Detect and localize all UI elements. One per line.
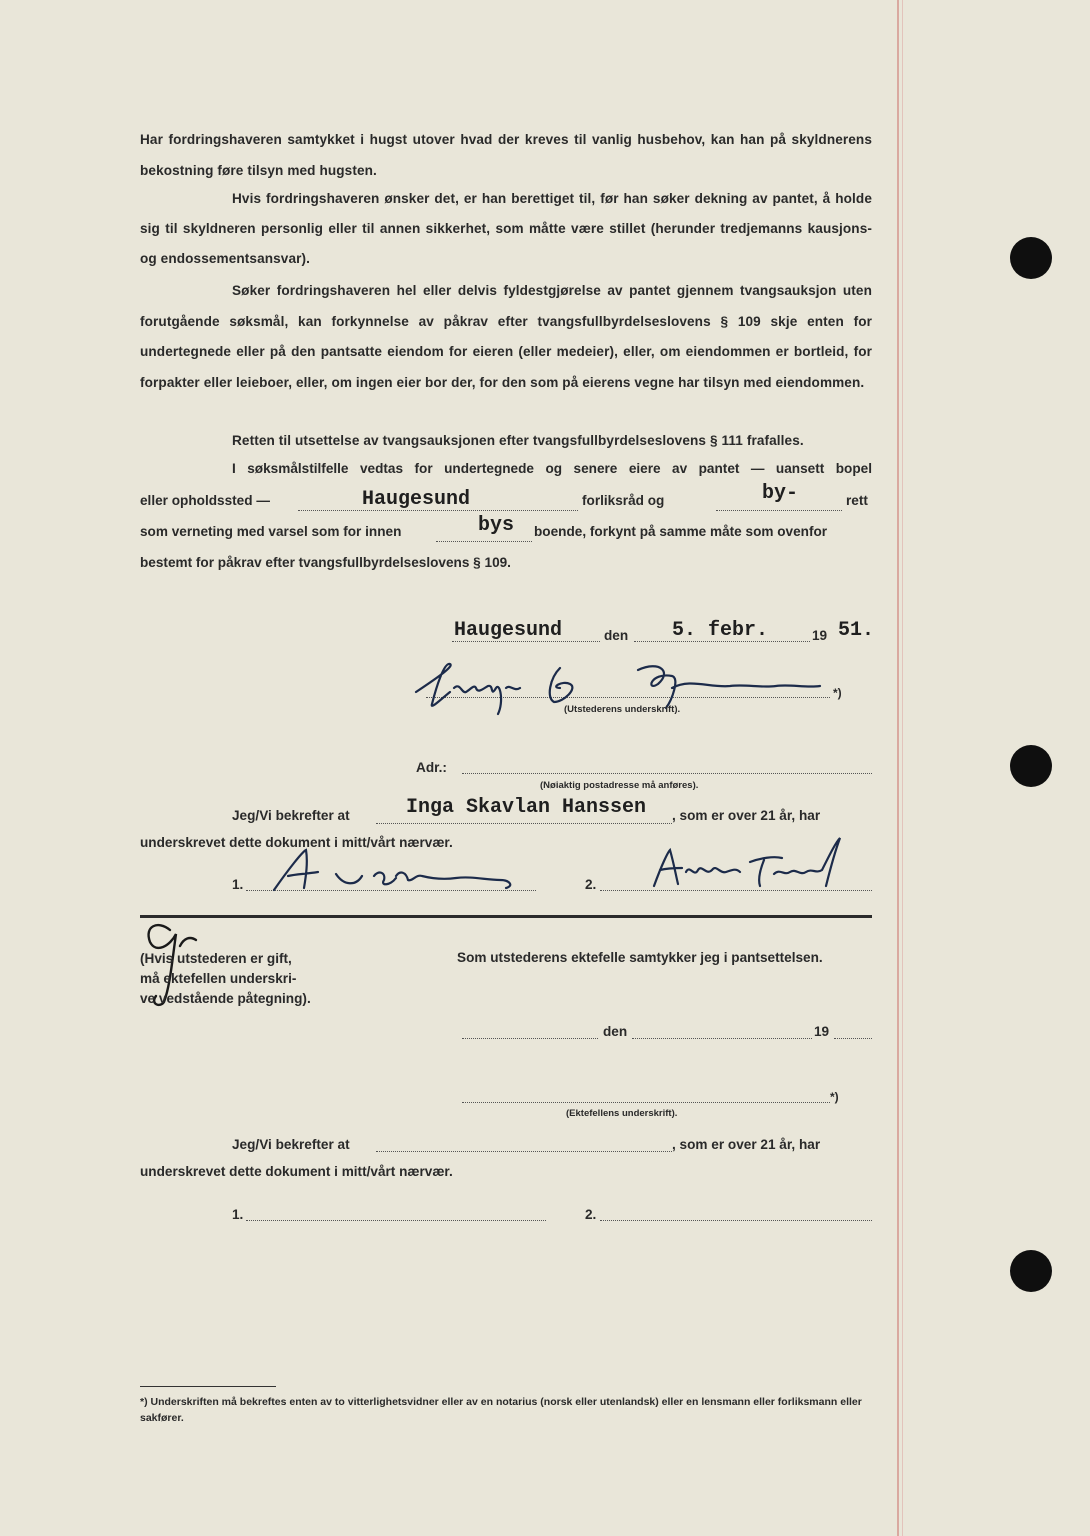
date-den-label: den: [604, 628, 629, 643]
spouse-place-line: [462, 1038, 598, 1039]
bys-dotted-line: [436, 541, 532, 542]
year-value: 51.: [838, 619, 875, 642]
margin-rule-faint: [902, 0, 903, 1536]
footnote-rule: [140, 1386, 276, 1387]
venue-prefix: eller opholdssted —: [140, 493, 270, 508]
year-prefix: 19: [812, 628, 828, 643]
spouse-den-label: den: [603, 1024, 628, 1039]
spouse-date-line: [632, 1038, 812, 1039]
witness1-number-1: 1.: [232, 877, 244, 892]
spouse-note-line-1: (Hvis utstederen er gift,: [140, 951, 292, 966]
typed-court: by-: [762, 482, 799, 505]
witness1-signature-2: [650, 834, 850, 894]
venue-line-3-suffix: boende, forkynt på samme måte som ovenfor: [534, 524, 828, 539]
witness2-line2: underskrevet dette dokument i mitt/vårt nærvær.: [140, 1164, 453, 1179]
margin-rule: [897, 0, 899, 1536]
witness2-number-2: 2.: [585, 1207, 597, 1222]
paragraph-personlig: Hvis fordringshaveren ønsker det, er han berettiget til, før han søker dekning av pantet, å holde sig til skyldneren personlig eller til annen sikkerhet, som måtte være stillet (herunder tredjemanns kausjons- og endossementsansvar).: [140, 191, 872, 266]
spouse-consent: Som utstederens ektefelle samtykker jeg i pantsettelsen.: [457, 950, 823, 965]
section-divider: [140, 915, 872, 918]
witness1-suffix: , som er over 21 år, har: [672, 808, 821, 823]
spouse-signature-line: [462, 1102, 830, 1103]
spouse-caption: (Ektefellens underskrift).: [566, 1108, 678, 1119]
witness2-line-1: [246, 1220, 546, 1221]
address-caption: (Nøiaktig postadresse må anføres).: [540, 780, 699, 791]
witness1-number-2: 2.: [585, 877, 597, 892]
issuer-caption: (Utstederens underskrift).: [564, 704, 681, 715]
footnote: *) Underskriften må bekreftes enten av to vitterlighetsvidner eller av en notarius (norsk eller utenlandsk) eller en lensmann eller forliksmann eller sakfører.: [140, 1396, 862, 1424]
venue-line-1: I søksmålstilfelle vedtas for undertegnede og senere eiere av pantet — uansett bopel: [232, 461, 872, 476]
typed-place: Haugesund: [362, 488, 471, 511]
witness2-line-2: [600, 1220, 872, 1221]
spouse-star: *): [830, 1090, 839, 1104]
paragraph-utsettelse: Retten til utsettelse av tvangsauksjonen efter tvangsfullbyrdelseslovens § 111 frafalles.: [232, 433, 804, 448]
witness1-typed-name: Inga Skavlan Hanssen: [406, 796, 647, 819]
address-label: Adr.:: [416, 760, 447, 775]
punch-hole-bottom: [1010, 1250, 1052, 1292]
witness2-prefix: Jeg/Vi bekrefter at: [232, 1137, 350, 1152]
issuer-star: *): [833, 686, 842, 700]
witness2-number-1: 1.: [232, 1207, 244, 1222]
witness1-signature-1: [266, 846, 526, 896]
venue-line-3-prefix: som verneting med varsel som for innen: [140, 524, 402, 539]
venue-mid: forliksråd og: [582, 493, 665, 508]
date-value: 5. febr.: [672, 619, 769, 642]
witness2-name-line: [376, 1151, 672, 1152]
venue-line-4: bestemt for påkrav efter tvangsfullbyrdelseslovens § 109.: [140, 555, 511, 570]
witness1-prefix: Jeg/Vi bekrefter at: [232, 808, 350, 823]
court-dotted-line: [716, 510, 842, 511]
witness1-name-line: [376, 823, 672, 824]
punch-hole-top: [1010, 237, 1052, 279]
paragraph-hugst: Har fordringshaveren samtykket i hugst utover hvad der kreves til vanlig husbehov, kan han på skyldnerens bekostning føre tilsyn med hugsten.: [140, 132, 872, 178]
spouse-note-line-3: ve vedstående påtegning).: [140, 991, 311, 1006]
spouse-note-line-2: må ektefellen underskri-: [140, 971, 297, 986]
witness2-suffix: , som er over 21 år, har: [672, 1137, 821, 1152]
witness1-line2: underskrevet dette dokument i mitt/vårt nærvær.: [140, 835, 453, 850]
venue-suffix: rett: [846, 493, 868, 508]
date-place: Haugesund: [454, 619, 563, 642]
spouse-year-prefix: 19: [814, 1024, 830, 1039]
address-line: [462, 773, 872, 774]
spouse-year-line: [834, 1038, 872, 1039]
typed-bys: bys: [478, 514, 515, 537]
paragraph-tvangsauksjon: Søker fordringshaveren hel eller delvis fyldestgjørelse av pantet gjennem tvangsauksjon uten forutgående søksmål, kan forkynnelse av påkrav efter tvangsfullbyrdelseslovens § 109 skje enten for undertegnede eller på den pantsatte eiendom for eieren (eller medeier), eller, om eiendommen er bortleid, for forpakter eller leieboer, eller, om ingen eier bor der, for den som på eierens vegne har tilsyn med eiendommen.: [140, 283, 872, 390]
punch-hole-middle: [1010, 745, 1052, 787]
